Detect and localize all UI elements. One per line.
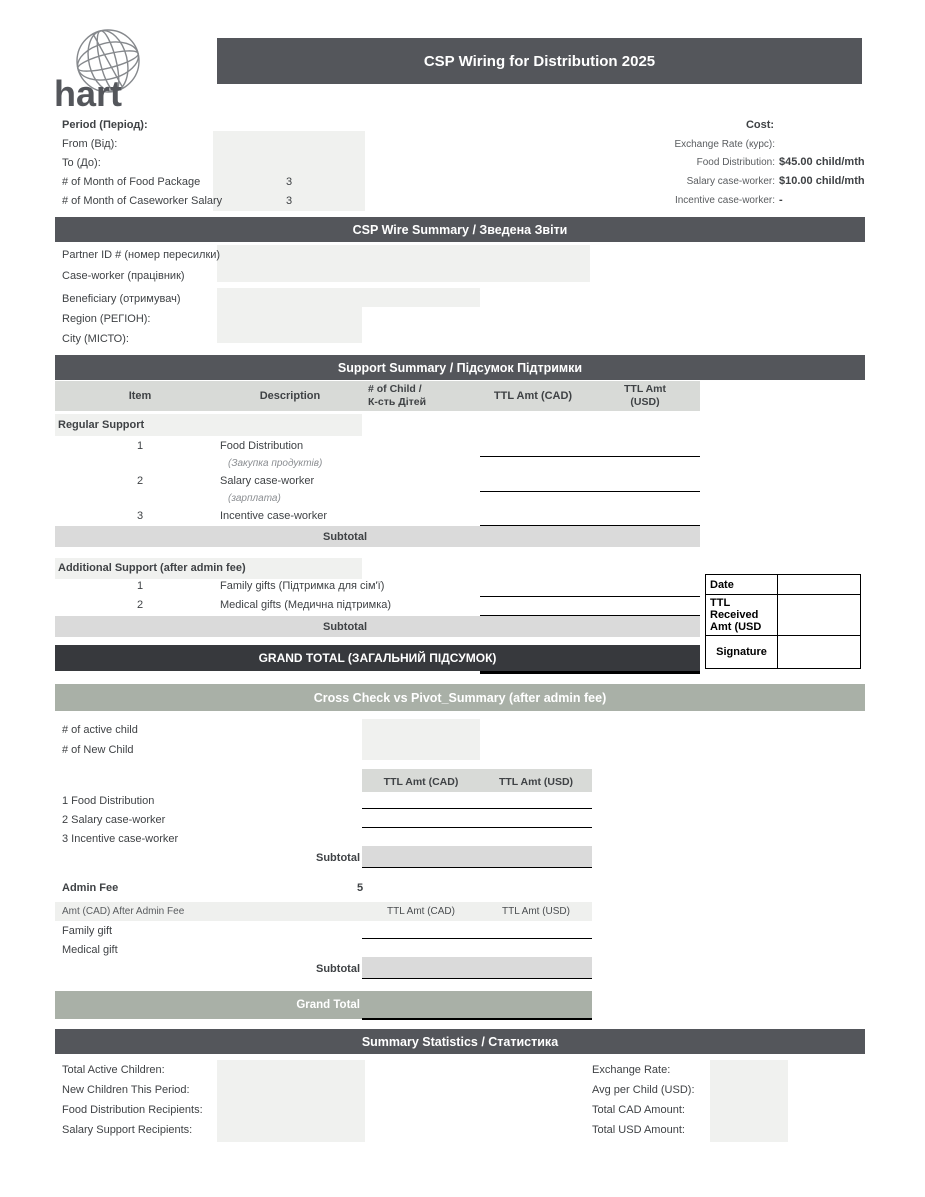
page-title: CSP Wiring for Distribution 2025 <box>217 38 862 84</box>
additional-row-desc: Medical gifts (Медична підтримка) <box>220 599 392 611</box>
additional-row-num: 2 <box>136 599 144 611</box>
child-counts-input[interactable] <box>362 719 480 760</box>
ttl-received-label <box>706 595 778 636</box>
gift-row: Medical gift <box>62 944 118 956</box>
col-child-1: # of Child / <box>368 383 422 395</box>
new-child-label: # of New Child <box>62 744 134 756</box>
regular-row-desc: Incentive case-worker <box>220 510 327 522</box>
incentive-caseworker-cost-label: Incentive case-worker: <box>674 195 775 206</box>
regular-row-num: 2 <box>136 475 144 487</box>
globe-icon <box>52 26 152 114</box>
additional-support-title: Additional Support (after admin fee) <box>58 562 246 574</box>
region-city-input[interactable] <box>217 307 362 343</box>
active-child-label: # of active child <box>62 724 138 736</box>
cc-subtotal2-box <box>362 957 592 979</box>
city-label: City (МІСТО): <box>62 333 129 345</box>
after-fee-label: Amt (CAD) After Admin Fee <box>62 906 185 917</box>
cc-subtotal-box <box>362 846 592 868</box>
beneficiary-label: Beneficiary (отримувач) <box>62 293 181 305</box>
period-food-months-value[interactable]: 3 <box>285 176 293 188</box>
beneficiary-input[interactable] <box>217 288 480 307</box>
cost-title: Cost: <box>745 119 775 131</box>
col-usd-2: (USD) <box>630 396 660 408</box>
summary-stats-title: Summary Statistics / Статистика <box>55 1029 865 1054</box>
cc-row: 3 Incentive case-worker <box>62 833 179 845</box>
col-cad: TTL Amt (CAD) <box>493 390 573 402</box>
regular-row-desc: Food Distribution <box>220 440 304 452</box>
region-label: Region (РЕГІОН): <box>62 313 151 325</box>
stats-left-input[interactable] <box>217 1060 365 1142</box>
date-field[interactable] <box>778 575 861 595</box>
support-summary-title: Support Summary / Підсумок Підтримки <box>55 355 865 380</box>
additional-row-desc: Family gifts (Підтримка для сім'ї) <box>220 580 385 592</box>
cc-grand-total-line <box>362 1018 592 1020</box>
partner-caseworker-input[interactable] <box>217 245 590 282</box>
family-gift-line[interactable] <box>362 938 592 939</box>
period-salary-months-value[interactable]: 3 <box>285 195 293 207</box>
period-to-label: To (До): <box>62 157 101 169</box>
col-child-2: К-сть Дітей <box>368 396 427 408</box>
cc-col-usd: TTL Amt (USD) <box>498 776 574 788</box>
admin-fee-label: Admin Fee <box>62 882 119 894</box>
regular-row1-sub: (Закупка продуктів) <box>228 458 323 469</box>
incentive-caseworker-cost-value: - <box>779 194 783 206</box>
regular-row1-cad-line[interactable] <box>480 456 700 457</box>
salary-caseworker-cost-value: $10.00 child/mth <box>779 175 865 187</box>
ttl-received-field[interactable] <box>778 595 861 636</box>
stats-right-label: Total CAD Amount: <box>592 1104 685 1116</box>
cc-row: 2 Salary case-worker <box>62 814 166 826</box>
cc-row2-line[interactable] <box>362 827 592 828</box>
regular-row-num: 3 <box>136 510 144 522</box>
additional-row1-cad-line[interactable] <box>480 596 700 597</box>
additional-subtotal-label: Subtotal <box>323 621 367 633</box>
signature-box <box>705 574 861 669</box>
caseworker-label: Case-worker (працівник) <box>62 270 185 282</box>
stats-left-label: Total Active Children: <box>62 1064 165 1076</box>
regular-support-title: Regular Support <box>58 419 145 431</box>
period-salary-months-label: # of Month of Caseworker Salary <box>62 195 223 207</box>
cc-grand-total-label: Grand Total <box>296 999 360 1011</box>
hart-logo <box>52 26 152 114</box>
additional-row-num: 1 <box>136 580 144 592</box>
partner-id-label: Partner ID # (номер пересилки) <box>62 249 221 261</box>
after-fee-col-cad: TTL Amt (CAD) <box>387 906 455 917</box>
logo-text: hart <box>54 73 123 114</box>
food-distribution-cost-value: $45.00 child/mth <box>779 156 865 168</box>
regular-row-desc: Salary case-worker <box>220 475 315 487</box>
period-from-label: From (Від): <box>62 138 118 150</box>
stats-right-input[interactable] <box>710 1060 788 1142</box>
cc-subtotal2-label: Subtotal <box>316 963 360 975</box>
regular-row2-sub: (зарплата) <box>228 493 281 504</box>
cross-check-title: Cross Check vs Pivot_Summary (after admin fee) <box>55 684 865 711</box>
stats-right-label: Avg per Child (USD): <box>592 1084 695 1096</box>
ttl-received-line2: Amt (USD <box>710 621 762 633</box>
cc-row: 1 Food Distribution <box>62 795 155 807</box>
col-description: Description <box>259 390 321 402</box>
signature-label: Signature <box>706 636 778 669</box>
grand-total-bar: GRAND TOTAL (ЗАГАЛЬНИЙ ПІДСУМОК) <box>55 645 700 671</box>
stats-left-label: Salary Support Recipients: <box>62 1124 193 1136</box>
wire-summary-title: CSP Wire Summary / Зведена Звіти <box>55 217 865 242</box>
regular-subtotal-label: Subtotal <box>323 531 367 543</box>
stats-left-label: Food Distribution Recipients: <box>62 1104 203 1116</box>
after-fee-col-usd: TTL Amt (USD) <box>502 906 570 917</box>
cc-subtotal-label: Subtotal <box>316 852 360 864</box>
food-distribution-cost-label: Food Distribution: <box>696 157 775 168</box>
col-usd-1: TTL Amt <box>624 383 666 395</box>
regular-row-num: 1 <box>136 440 144 452</box>
period-title: Period (Період): <box>62 119 148 131</box>
cc-row1-line[interactable] <box>362 808 592 809</box>
regular-row2-cad-line[interactable] <box>480 491 700 492</box>
gift-row: Family gift <box>62 925 113 937</box>
stats-right-label: Total USD Amount: <box>592 1124 685 1136</box>
ttl-received-line1: TTL Received <box>710 597 759 621</box>
cc-col-cad: TTL Amt (CAD) <box>383 776 459 788</box>
stats-left-label: New Children This Period: <box>62 1084 190 1096</box>
signature-field[interactable] <box>778 636 861 669</box>
period-food-months-label: # of Month of Food Package <box>62 176 201 188</box>
admin-fee-value[interactable]: 5 <box>356 882 364 894</box>
date-label: Date <box>706 575 778 595</box>
stats-right-label: Exchange Rate: <box>592 1064 671 1076</box>
grand-total-cad-line <box>480 671 700 674</box>
col-item: Item <box>128 390 152 402</box>
exchange-rate-label: Exchange Rate (курс): <box>674 139 775 150</box>
salary-caseworker-cost-label: Salary case-worker: <box>686 176 775 187</box>
